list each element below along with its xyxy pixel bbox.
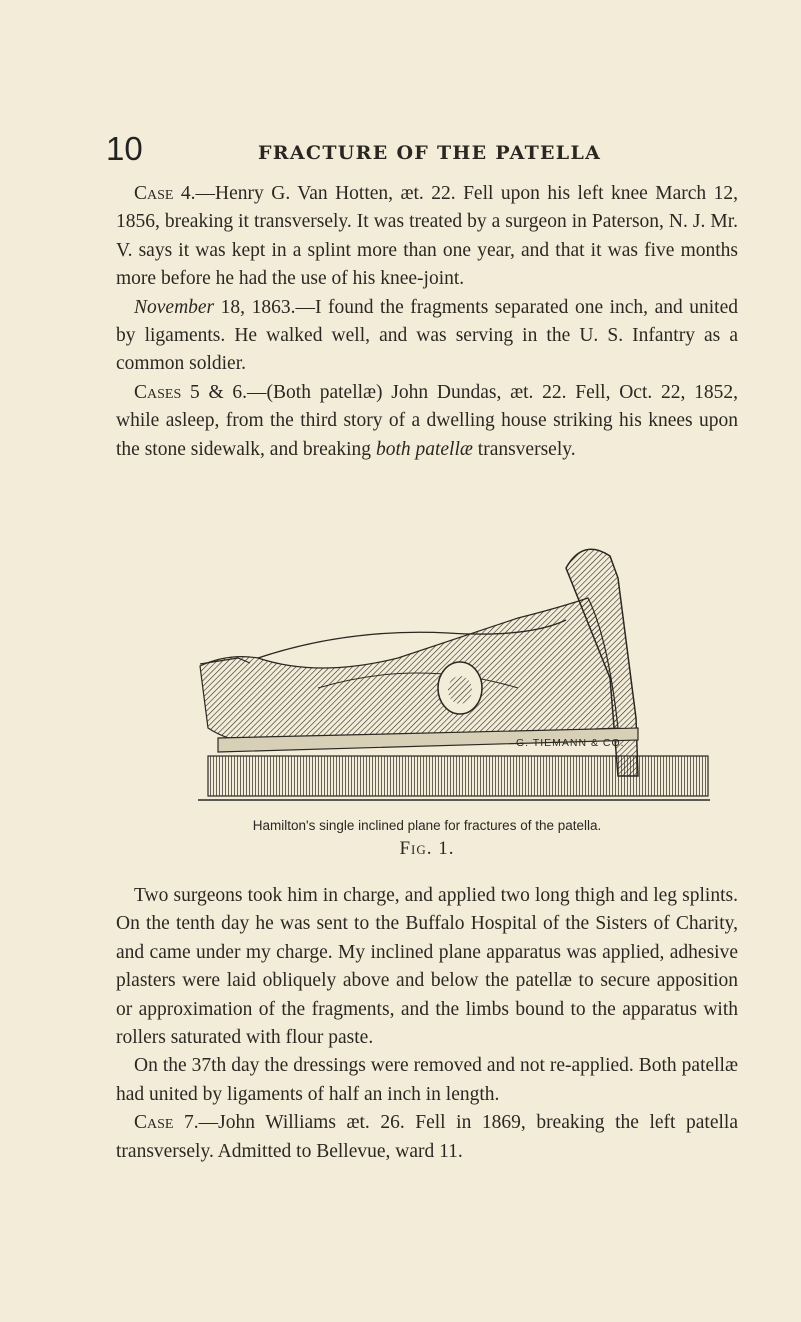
figure-label: Fig. 1. — [399, 838, 455, 859]
paragraph-text: 5 & 6.—(Both patellæ) John Dundas, æt. 22. Fell, Oct. 22, 1852, while asleep, from the third story of a dwelling house striking his knees upon the stone sidewalk, and breaking — [116, 381, 738, 460]
italic-phrase: both patellæ — [375, 438, 473, 460]
paragraph-november — [116, 294, 738, 379]
text-block-bottom — [116, 882, 738, 1166]
engraver-mark: G. TIEMANN & CO. — [516, 737, 625, 749]
paragraph-text: 7.—John Williams æt. 26. Fell in 1869, breaking the left patella transversely. Admitted to Bellevue, ward 11. — [116, 1112, 738, 1162]
legs-drawing — [200, 598, 618, 744]
paragraph-surgeons: Two surgeons took him in charge, and applied two long thigh and leg splints. On the tenth day he was sent to the Buffalo Hospital of the Sisters of Charity, and came under my charge. My inclined plane apparatus was applied, adhesive plasters were laid obliquely above and below the patellæ to secure apposition or approximation of the fragments, and the limbs bound to the apparatus with rollers saturated with flour paste. — [116, 885, 738, 1049]
running-head: FRACTURE OF THE PATELLA — [258, 142, 602, 164]
page-number: 10 — [106, 130, 143, 167]
date-lead: November — [134, 296, 215, 318]
paragraph-case-4 — [116, 180, 738, 294]
paragraph-case-7 — [116, 1109, 738, 1166]
page-header — [106, 132, 746, 172]
rollers-band — [208, 756, 708, 796]
paragraph-cases-5-6 — [116, 379, 738, 464]
case-lead: Case — [134, 183, 174, 204]
inclined-plane-engraving — [198, 538, 710, 810]
case-lead: Cases — [134, 381, 182, 403]
paragraph-text-end: transversely. — [472, 438, 576, 460]
text-block-top — [116, 180, 738, 464]
figure-caption: Hamilton's single inclined plane for fractures of the patella. — [252, 818, 602, 833]
case-lead: Case — [134, 1112, 174, 1134]
paragraph-text: 18, 1863.—I found the fragments separated one inch, and united by ligaments. He walked well, and was serving in the U. S. Infantry as a common soldier. — [116, 296, 738, 375]
paragraph-37th-day: On the 37th day the dressings were removed and not re-applied. Both patellæ had united by ligaments of half an inch in length. — [116, 1055, 738, 1105]
paragraph-text: 4.—Henry G. Van Hotten, æt. 22. Fell upon his left knee March 12, 1856, breaking it transversely. It was treated by a surgeon in Paterson, N. J. Mr. V. says it was kept in a splint more than one year, and that it was five months more before he had the use of his knee-joint. — [116, 183, 738, 290]
